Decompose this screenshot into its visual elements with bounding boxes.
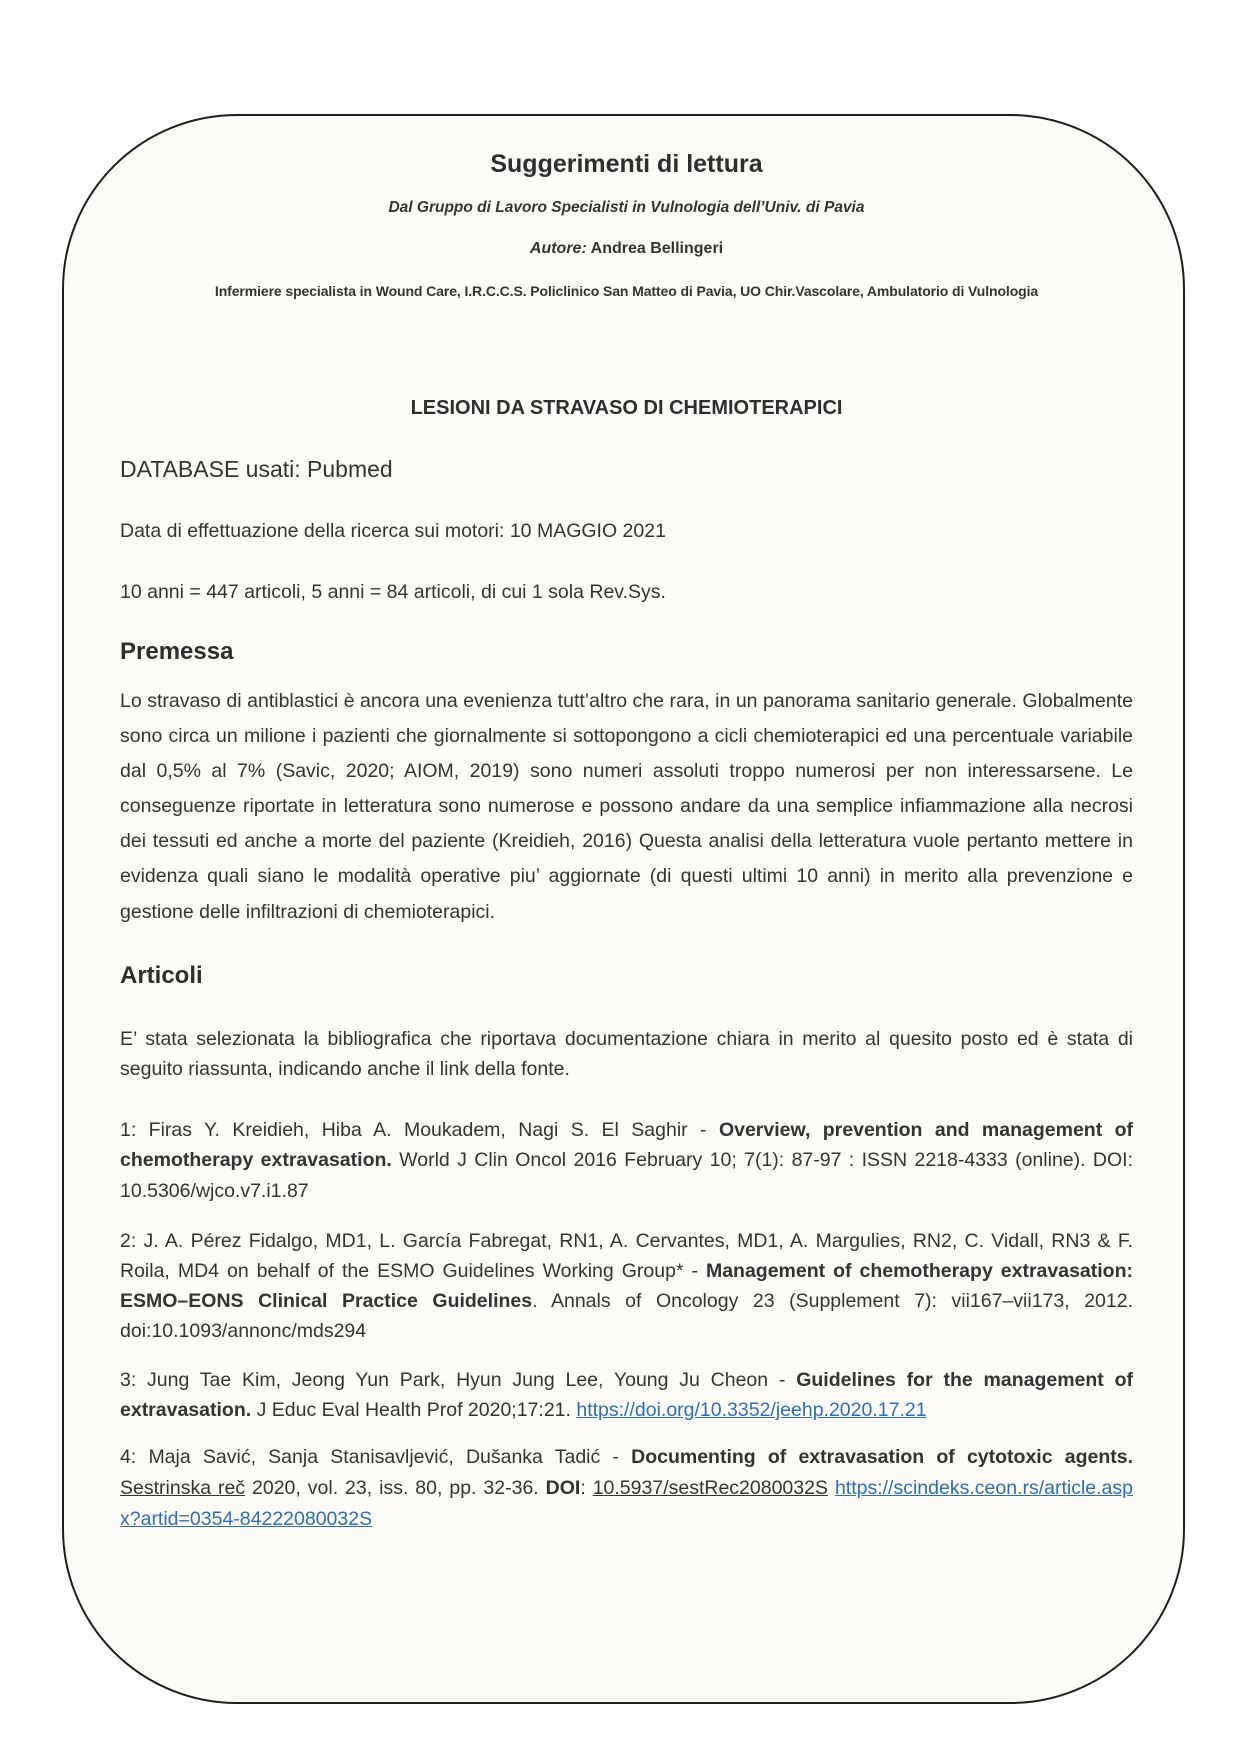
reference-item: [120, 1442, 1133, 1535]
reading-suggestions-title: Suggerimenti di lettura: [490, 150, 763, 178]
author-affiliation: Infermiere specialista in Wound Care, I.R.C.C.S. Policlinico San Matteo di Pavia, UO Chir.Vascolare, Ambulatorio di Vulnologia: [214, 283, 1039, 299]
document-title: LESIONI DA STRAVASO DI CHEMIOTERAPICI: [410, 397, 843, 419]
reference-doi: 10.5937/sestRec2080032S: [592, 1476, 828, 1499]
articoli-intro-paragraph: E’ stata selezionata la bibliografica che riportava documentazione chiara in merito al quesito posto ed è stata di seguito riassunta, indicando anche il link della fonte.: [120, 1027, 1133, 1081]
reference-doi-label: DOI: [545, 1476, 581, 1499]
reference-source: . Annals of Oncology 23 (Supplement 7): vii167–vii173, 2012. doi:10.1093/annonc/mds294: [120, 1289, 1134, 1342]
working-group-line: Dal Gruppo di Lavoro Specialisti in Vulnologia dell’Univ. di Pavia: [388, 199, 865, 216]
reference-authors: 4: Maja Savić, Sanja Stanisavljević, Dušanka Tadić -: [120, 1445, 632, 1468]
reference-item: [120, 1115, 1133, 1207]
reference-authors: 1: Firas Y. Kreidieh, Hiba A. Moukadem, Nagi S. El Saghir -: [120, 1118, 719, 1141]
author-name: Andrea Bellingeri: [586, 240, 724, 257]
premessa-heading: Premessa: [120, 638, 234, 665]
reference-url-link[interactable]: https://scindeks.ceon.rs/article.aspx?artid=0354-84222080032S: [120, 1476, 1133, 1530]
articoli-heading: Articoli: [120, 961, 203, 989]
database-line: DATABASE usati: Pubmed: [120, 456, 393, 482]
author-line: [120, 238, 1133, 260]
reference-doi-separator: :: [580, 1476, 593, 1499]
reference-authors: 3: Jung Tae Kim, Jeong Yun Park, Hyun Jung Lee, Young Ju Cheon -: [120, 1368, 797, 1391]
page-content: [120, 149, 1133, 1535]
reference-source: J Educ Eval Health Prof 2020;17:21.: [251, 1398, 577, 1421]
reference-title: Management of chemotherapy extravasation: ESMO–EONS Clinical Practice Guidelines: [120, 1259, 1133, 1312]
reference-title: Overview, prevention and management of chemotherapy extravasation.: [120, 1118, 1133, 1172]
reference-journal: Sestrinska reč: [120, 1476, 246, 1499]
author-label: Autore:: [529, 240, 587, 257]
reference-source: World J Clin Oncol 2016 February 10; 7(1): 87-97 : ISSN 2218-4333 (online). DOI: 10.5306/wjco.v7.i1.87: [120, 1149, 1133, 1202]
premessa-paragraph: Lo stravaso di antiblastici è ancora una evenienza tutt’altro che rara, in un panorama sanitario generale. Globalmente sono circa un milione i pazienti che giornalmente si sottopongono a cicli chemioterapici ed una percentuale variabile dal 0,5% al 7% (Savic, 2020; AIOM, 2019) sono numeri assoluti troppo numerosi per non interessarsene. Le conseguenze riportate in letteratura sono numerose e possono andare da una semplice infiammazione alla necrosi dei tessuti ed anche a morte del paziente (Kreidieh, 2016) Questa analisi della letteratura vuole pertanto mettere in evidenza quali siano le modalità operative piu’ aggiornate (di questi ultimi 10 anni) in merito alla prevenzione e gestione delle infiltrazioni di chemioterapici.: [120, 690, 1133, 923]
reference-item: [120, 1226, 1133, 1346]
reference-source: 2020, vol. 23, iss. 80, pp. 32-36.: [245, 1476, 546, 1499]
reference-item: [120, 1365, 1133, 1425]
reference-authors: 2: J. A. Pérez Fidalgo, MD1, L. García Fabregat, RN1, A. Cervantes, MD1, A. Margulies, RN2, C. Vidall, RN3 & F. Roila, MD4 on behalf of the ESMO Guidelines Working Group* -: [120, 1229, 1133, 1282]
search-date-line: Data di effettuazione della ricerca sui motori: 10 MAGGIO 2021: [120, 520, 666, 542]
reference-title: Guidelines for the management of extravasation.: [120, 1368, 1133, 1421]
article-counts-line: 10 anni = 447 articoli, 5 anni = 84 articoli, di cui 1 sola Rev.Sys.: [120, 581, 666, 603]
reference-url-link[interactable]: https://doi.org/10.3352/jeehp.2020.17.21: [576, 1398, 927, 1421]
reference-title: Documenting of extravasation of cytotoxic agents.: [631, 1445, 1133, 1468]
